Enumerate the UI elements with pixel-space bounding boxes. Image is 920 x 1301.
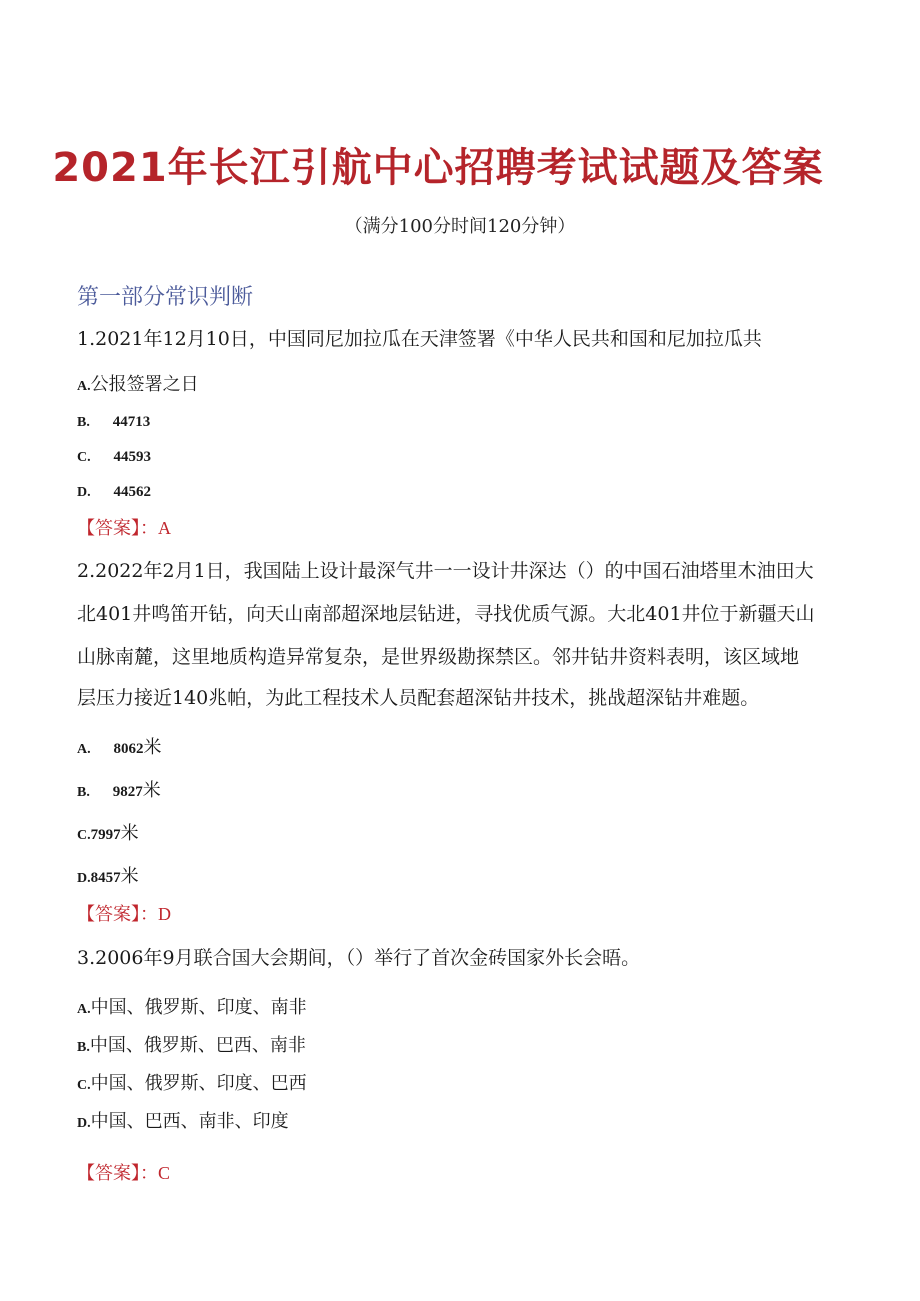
option-label: A.	[77, 742, 91, 757]
section-heading: 第一部分常识判断	[77, 285, 254, 310]
question-1-answer	[77, 514, 171, 540]
question-3-option-a	[77, 993, 307, 1019]
option-label: B.	[77, 785, 90, 800]
question-1-option-b	[77, 410, 150, 431]
option-text: 44713	[112, 414, 151, 430]
option-value: 8062	[113, 741, 144, 757]
option-unit: 米	[143, 737, 162, 758]
question-1-text: 1.2021年12月10日，中国同尼加拉瓜在天津签署《中华人民共和国和尼加拉瓜共	[77, 328, 762, 350]
option-label: D.	[77, 871, 91, 886]
question-2-option-c	[77, 819, 139, 845]
answer-label: 【答案】：	[77, 904, 158, 925]
question-1-option-d	[77, 480, 151, 501]
question-1-option-c	[77, 445, 151, 466]
option-text: 44562	[113, 484, 152, 500]
answer-label: 【答案】：	[77, 518, 158, 539]
question-2-line-4: 层压力接近140兆帕，为此工程技术人员配套超深钻井技术，挑战超深钻井难题。	[77, 687, 760, 709]
question-3-option-d	[77, 1107, 289, 1133]
question-2-line-2: 北401井鸣笛开钻，向天山南部超深地层钻进，寻找优质气源。大北401井位于新疆天山	[77, 603, 815, 625]
answer-value: C	[158, 1163, 171, 1183]
option-label: C.	[77, 450, 91, 465]
question-2-answer	[77, 900, 171, 926]
question-2-line-1: 2.2022年2月1日，我国陆上设计最深气井一一设计井深达（）的中国石油塔里木油田大	[77, 560, 814, 582]
question-3-text: 3.2006年9月联合国大会期间，（）举行了首次金砖国家外长会晤。	[77, 947, 641, 969]
option-label: A.	[77, 1002, 91, 1017]
option-unit: 米	[120, 866, 139, 887]
question-2-option-b	[77, 776, 161, 802]
question-2-line-3: 山脉南麓，这里地质构造异常复杂，是世界级勘探禁区。邻井钻井资料表明，该区域地	[77, 646, 800, 668]
option-label: B.	[77, 1040, 90, 1055]
option-label: D.	[77, 485, 91, 500]
question-3-answer	[77, 1159, 170, 1185]
option-value: 9827	[112, 784, 143, 800]
option-unit: 米	[142, 780, 161, 801]
option-label: C.	[77, 1078, 91, 1093]
answer-label: 【答案】：	[77, 1163, 158, 1184]
option-text: 中国、巴西、南非、印度	[90, 1111, 289, 1132]
option-label: D.	[77, 1116, 91, 1131]
option-text: 44593	[113, 449, 152, 465]
option-text: 中国、俄罗斯、印度、巴西	[90, 1073, 307, 1094]
document-title: 2021年长江引航中心招聘考试试题及答案	[52, 145, 824, 191]
option-text: 中国、俄罗斯、巴西、南非	[89, 1035, 306, 1056]
question-2-option-d	[77, 862, 139, 888]
option-label: B.	[77, 415, 90, 430]
option-label: A.	[77, 379, 91, 394]
question-2-option-a	[77, 733, 162, 759]
answer-value: A	[158, 518, 171, 538]
option-value: 7997	[90, 827, 121, 843]
option-label: C.	[77, 828, 91, 843]
option-text: 中国、俄罗斯、印度、南非	[90, 997, 307, 1018]
question-3-option-c	[77, 1069, 307, 1095]
score-time-note: （满分100分时间120分钟）	[344, 216, 576, 237]
question-1-option-a	[77, 370, 199, 396]
question-3-option-b	[77, 1031, 306, 1057]
answer-value: D	[158, 904, 171, 924]
option-text: 公报签署之日	[90, 374, 199, 395]
option-unit: 米	[120, 823, 139, 844]
option-value: 8457	[90, 870, 121, 886]
